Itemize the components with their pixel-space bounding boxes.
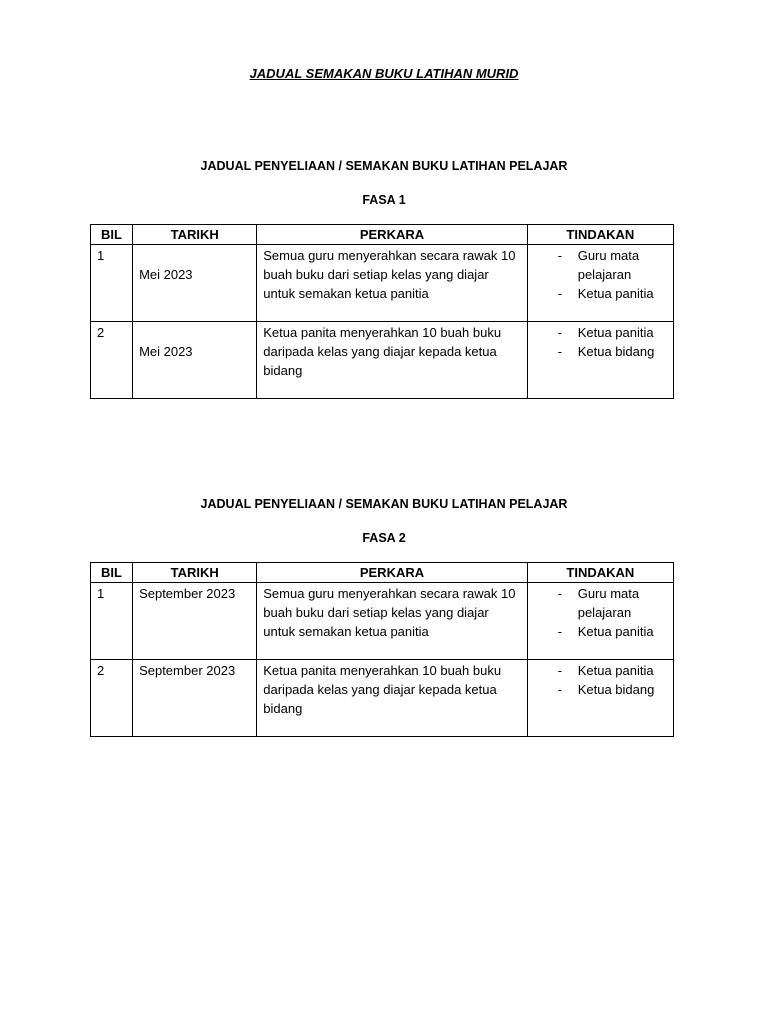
schedule-table-fasa-2 bbox=[90, 562, 674, 737]
date-text: Mei 2023 bbox=[139, 267, 193, 282]
schedule-table-fasa-1 bbox=[90, 224, 674, 399]
header-perkara: PERKARA bbox=[257, 225, 527, 245]
cell-tarikh: September 2023 bbox=[133, 660, 257, 737]
header-tarikh: TARIKH bbox=[133, 225, 257, 245]
action-list bbox=[534, 584, 667, 641]
cell-tindakan bbox=[527, 583, 673, 660]
header-bil: BIL bbox=[91, 225, 133, 245]
table-row bbox=[91, 660, 674, 737]
action-list bbox=[534, 246, 667, 303]
section-phase: FASA 1 bbox=[362, 193, 406, 207]
header-tindakan: TINDAKAN bbox=[527, 225, 673, 245]
cell-tarikh: September 2023 bbox=[133, 583, 257, 660]
action-item: - Ketua bidang bbox=[556, 342, 667, 361]
table-row bbox=[91, 583, 674, 660]
cell-perkara: Semua guru menyerahkan secara rawak 10 buah buku dari setiap kelas yang diajar untuk semakan ketua panitia bbox=[257, 245, 527, 322]
cell-tarikh bbox=[133, 322, 257, 399]
table-row bbox=[91, 322, 674, 399]
date-text: Mei 2023 bbox=[139, 344, 193, 359]
section-fasa-1 bbox=[0, 159, 768, 213]
action-item: - Guru mata pelajaran bbox=[556, 246, 667, 284]
table-row bbox=[91, 245, 674, 322]
document-title: JADUAL SEMAKAN BUKU LATIHAN MURID bbox=[249, 66, 519, 81]
cell-bil: 2 bbox=[91, 322, 133, 399]
cell-bil: 1 bbox=[91, 245, 133, 322]
action-item: - Ketua panitia bbox=[556, 284, 667, 303]
action-item: - Ketua panitia bbox=[556, 622, 667, 641]
cell-tarikh bbox=[133, 245, 257, 322]
action-item: - Ketua panitia bbox=[556, 661, 667, 680]
cell-perkara: Ketua panita menyerahkan 10 buah buku daripada kelas yang diajar kepada ketua bidang bbox=[257, 660, 527, 737]
action-item: - Guru mata pelajaran bbox=[556, 584, 667, 622]
table-header-row bbox=[91, 225, 674, 245]
cell-tindakan bbox=[527, 660, 673, 737]
section-fasa-2 bbox=[0, 497, 768, 551]
cell-bil: 1 bbox=[91, 583, 133, 660]
section-phase: FASA 2 bbox=[362, 531, 406, 545]
table-header-row bbox=[91, 563, 674, 583]
cell-tindakan bbox=[527, 322, 673, 399]
cell-bil: 2 bbox=[91, 660, 133, 737]
header-perkara: PERKARA bbox=[257, 563, 527, 583]
action-list bbox=[534, 323, 667, 361]
cell-perkara: Ketua panita menyerahkan 10 buah buku daripada kelas yang diajar kepada ketua bidang bbox=[257, 322, 527, 399]
action-list bbox=[534, 661, 667, 699]
cell-tindakan bbox=[527, 245, 673, 322]
header-tarikh: TARIKH bbox=[133, 563, 257, 583]
section-title: JADUAL PENYELIAAN / SEMAKAN BUKU LATIHAN PELAJAR bbox=[200, 497, 568, 511]
cell-perkara: Semua guru menyerahkan secara rawak 10 buah buku dari setiap kelas yang diajar untuk semakan ketua panitia bbox=[257, 583, 527, 660]
header-tindakan: TINDAKAN bbox=[527, 563, 673, 583]
action-item: - Ketua panitia bbox=[556, 323, 667, 342]
action-item: - Ketua bidang bbox=[556, 680, 667, 699]
section-title: JADUAL PENYELIAAN / SEMAKAN BUKU LATIHAN PELAJAR bbox=[200, 159, 568, 173]
header-bil: BIL bbox=[91, 563, 133, 583]
